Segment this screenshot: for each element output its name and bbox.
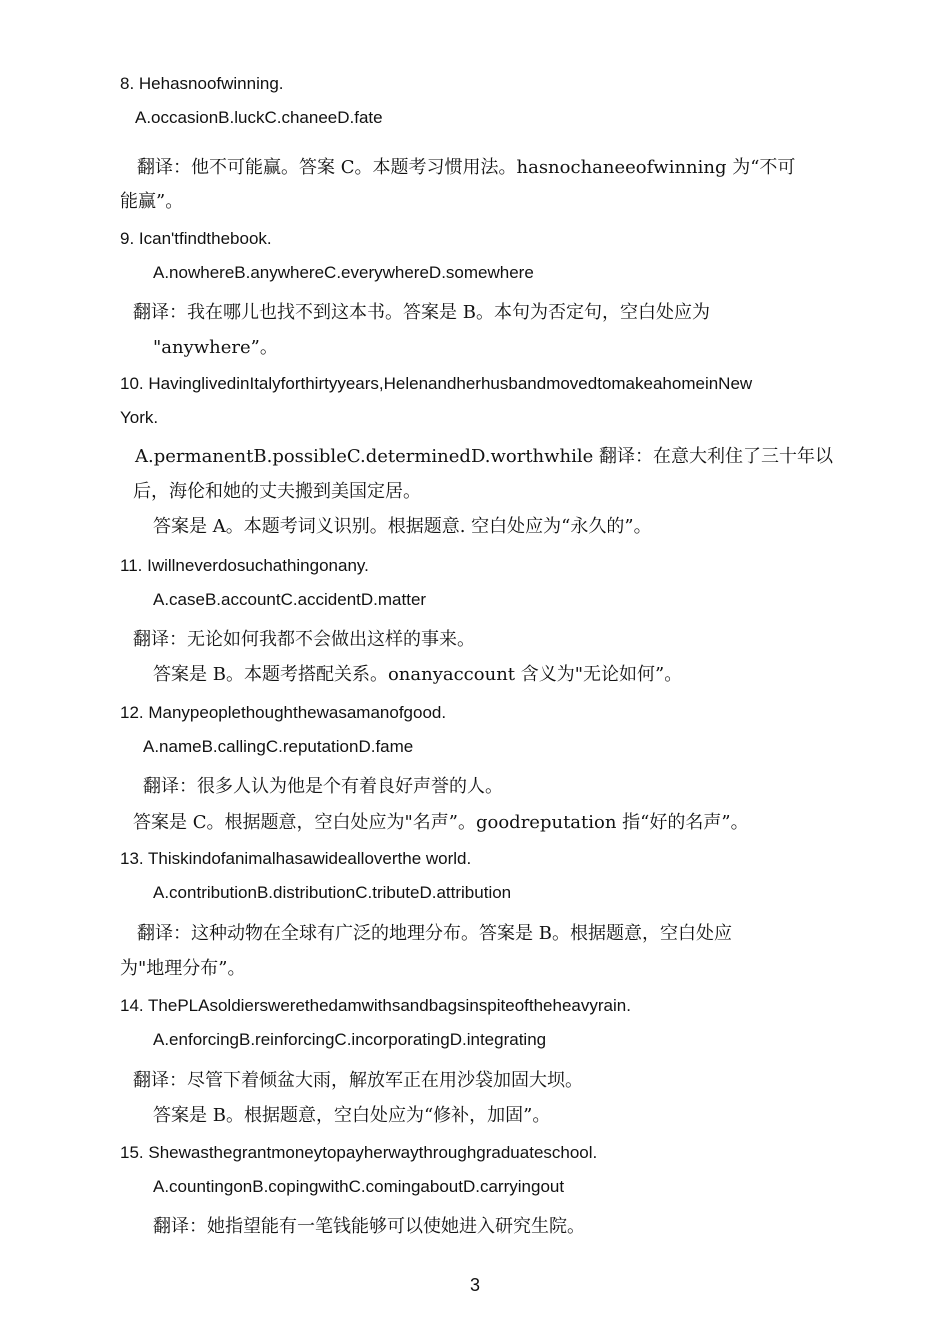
question-13-explanation-line-2: 为"地理分布”。 — [120, 958, 246, 979]
question-13-options: A.contributionB.distributionC.tributeD.attribution — [153, 883, 512, 902]
question-9-stem: 9. Ican'tfindthebook. — [120, 229, 272, 248]
question-15-stem: 15. Shewasthegrantmoneytopayherwaythroughgraduateschool. — [120, 1143, 598, 1162]
question-8-explanation-line-2: 能赢”。 — [120, 191, 184, 212]
question-14-explanation-line-2: 答案是 B。根据题意，空白处应为“修补，加固”。 — [153, 1105, 551, 1126]
question-12-options: A.nameB.callingC.reputationD.fame — [143, 737, 414, 756]
question-13-stem: 13. Thiskindofanimalhasawidealloverthe world. — [120, 849, 472, 868]
question-8-stem: 8. Hehasnoofwinning. — [120, 74, 284, 93]
question-12-explanation-line-1: 翻译：很多人认为他是个有着良好声誉的人。 — [143, 776, 503, 797]
question-9-explanation-line-2: "anywhere”。 — [153, 337, 278, 358]
question-11-explanation-line-2: 答案是 B。本题考搭配关系。onanyaccount 含义为"无论如何”。 — [153, 664, 683, 685]
question-14-explanation-line-1: 翻译：尽管下着倾盆大雨，解放军正在用沙袋加固大坝。 — [133, 1070, 583, 1091]
question-10-explanation-line-1: 后，海伦和她的丈夫搬到美国定居。 — [133, 481, 421, 502]
question-14-options: A.enforcingB.reinforcingC.incorporatingD.integrating — [153, 1030, 547, 1049]
question-9-options: A.nowhereB.anywhereC.everywhereD.somewhere — [153, 263, 534, 282]
question-12-explanation-line-2: 答案是 C。根据题意，空白处应为"名声”。goodreputation 指“好的名声”。 — [133, 812, 749, 833]
question-15-explanation-line-1: 翻译：她指望能有一笔钱能够可以使她进入研究生院。 — [153, 1216, 585, 1237]
question-11-stem: 11. Iwillneverdosuchathingonany. — [120, 556, 369, 575]
question-10-options: A.permanentB.possibleC.determinedD.worthwhile 翻译：在意大利住了三十年以 — [135, 446, 834, 467]
question-12-stem: 12. Manypeoplethoughthewasamanofgood. — [120, 703, 447, 722]
question-13-explanation-line-1: 翻译：这种动物在全球有广泛的地理分布。答案是 B。根据题意，空白处应 — [137, 923, 732, 944]
question-15-options: A.countingonB.copingwithC.comingaboutD.carryingout — [153, 1177, 565, 1196]
question-14-stem: 14. ThePLAsoldierswerethedamwithsandbagsinspiteoftheheavyrain. — [120, 996, 631, 1015]
question-11-explanation-line-1: 翻译：无论如何我都不会做出这样的事来。 — [133, 629, 475, 650]
question-8-explanation-line-1: 翻译：他不可能赢。答案 C。本题考习惯用法。hasnochaneeofwinning 为“不可 — [137, 157, 796, 178]
page-number: 3 — [469, 1275, 480, 1295]
question-11-options: A.caseB.accountC.accidentD.matter — [153, 590, 427, 609]
question-10-stem-line-2: York. — [120, 408, 159, 427]
question-9-explanation-line-1: 翻译：我在哪儿也找不到这本书。答案是 B。本句为否定句，空白处应为 — [133, 302, 710, 323]
question-10-explanation-line-2: 答案是 A。本题考词义识别。根据题意. 空白处应为“永久的”。 — [153, 516, 652, 537]
question-10-stem-line-1: 10. HavinglivedinItalyforthirtyyears,HelenandherhusbandmovedtomakeahomeinNew — [120, 374, 753, 393]
question-8-options: A.occasionB.luckC.chaneeD.fate — [135, 108, 383, 127]
